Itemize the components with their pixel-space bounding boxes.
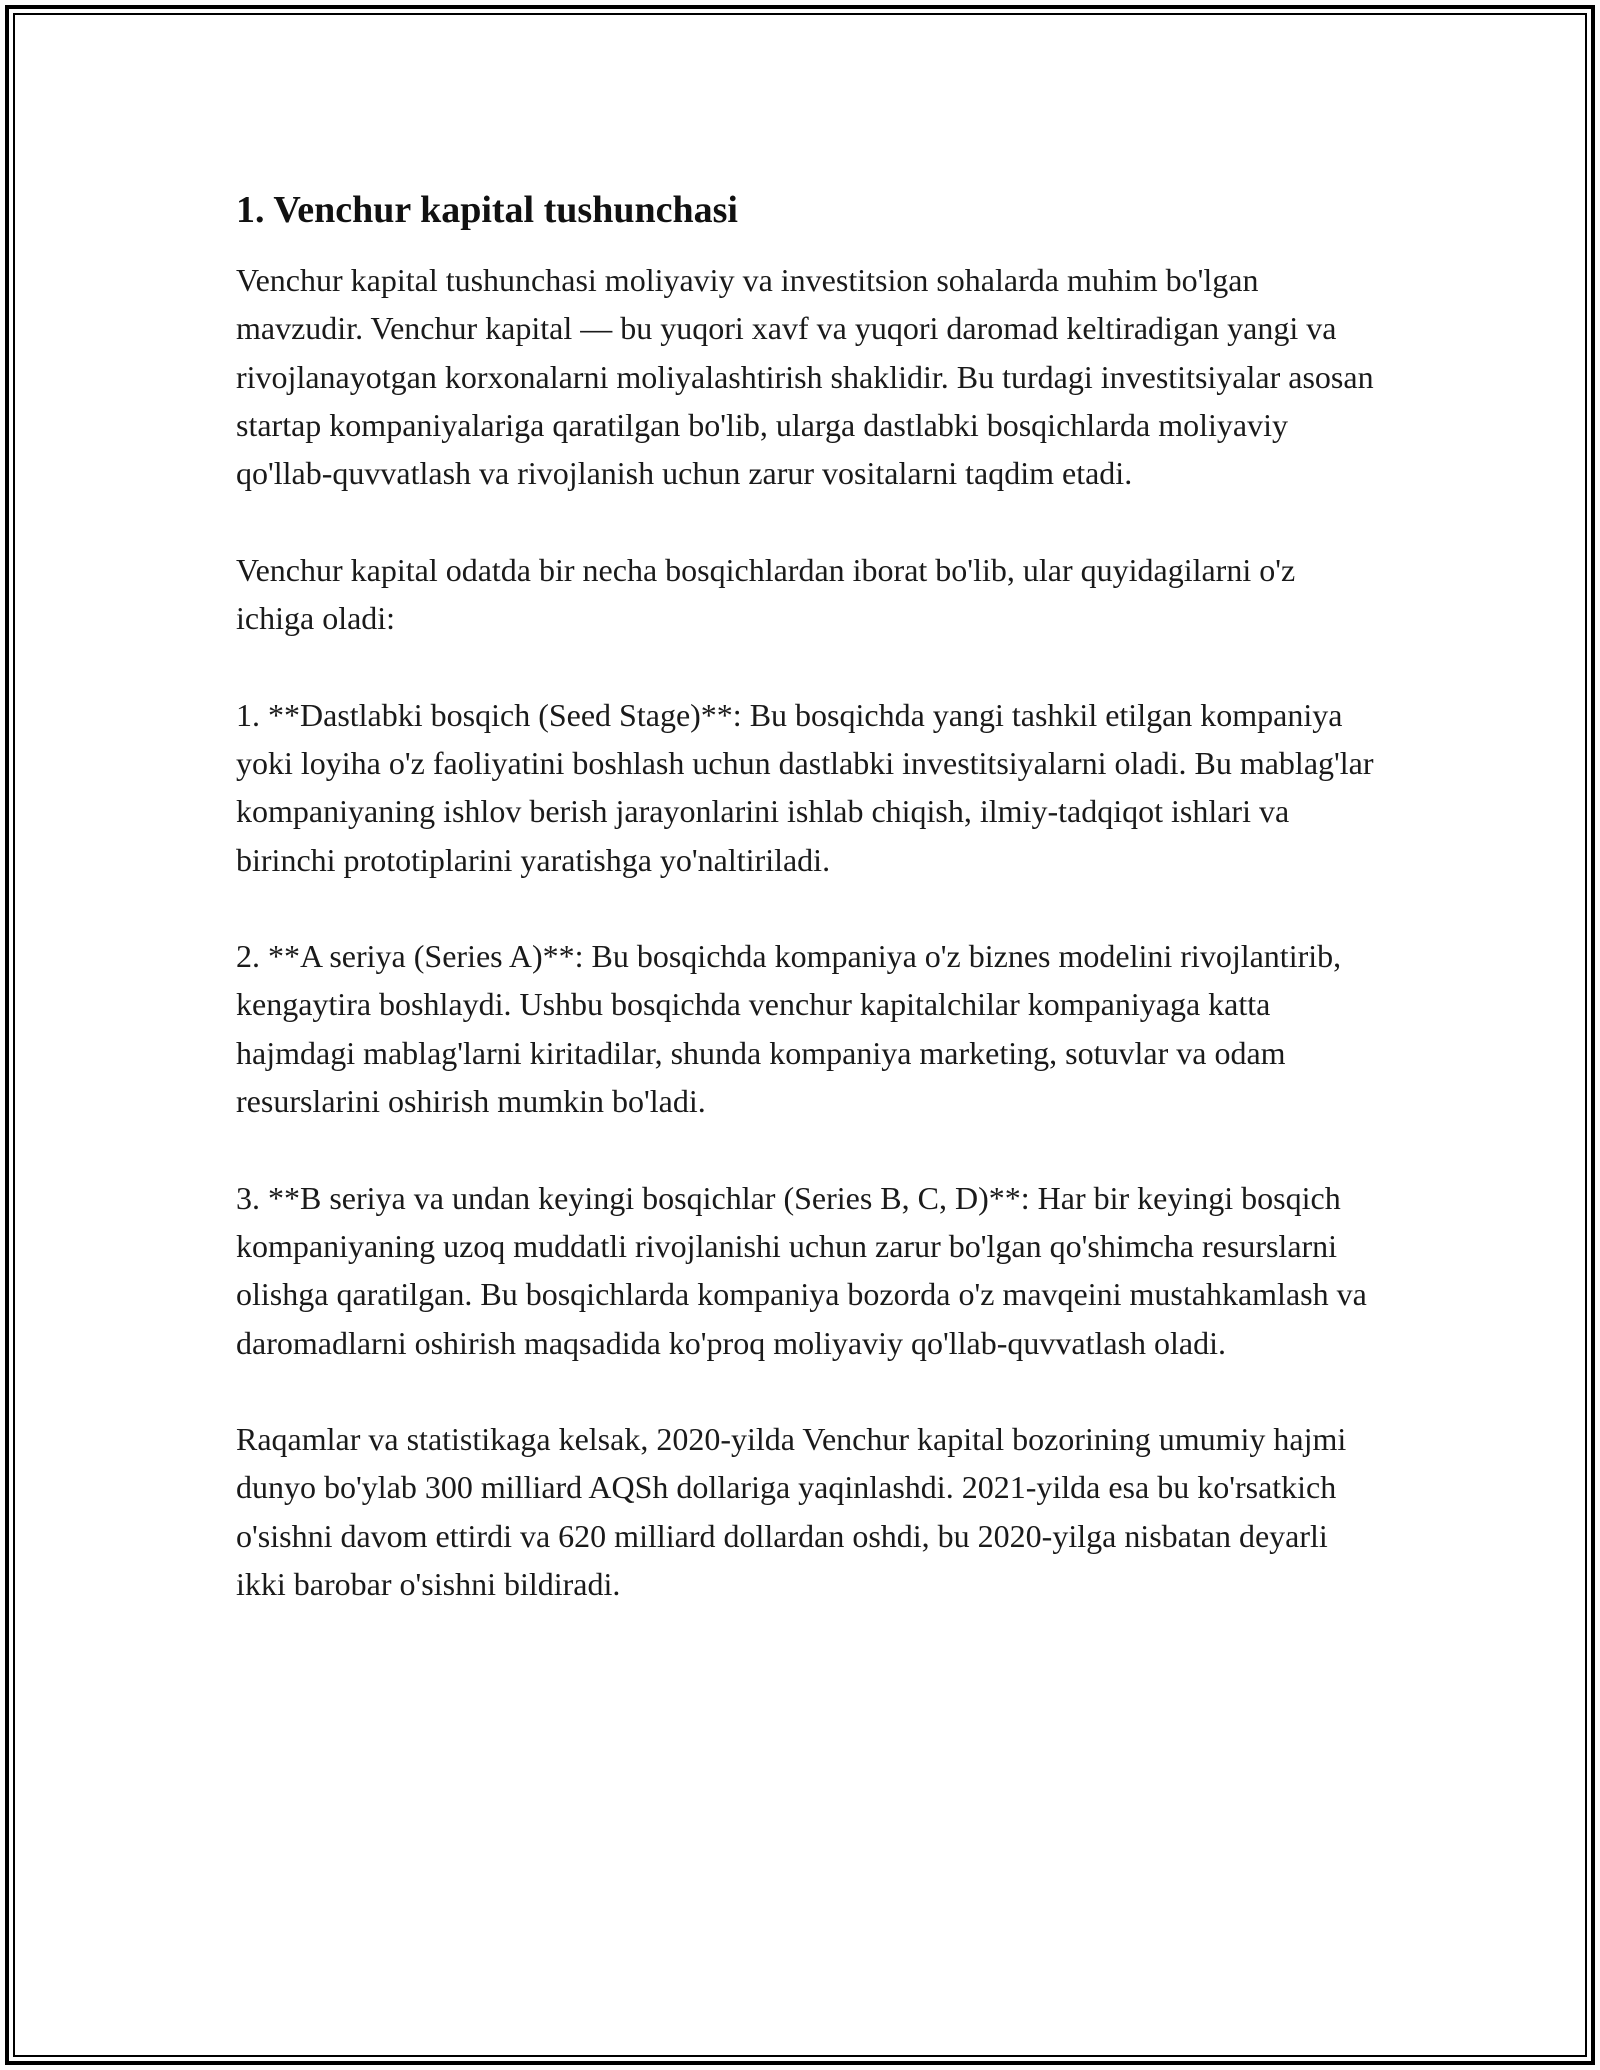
paragraph-definition: Venchur kapital tushunchasi moliyaviy va investitsion sohalarda muhim bo'lgan mavzudir. Venchur kapital — bu yuqori xavf va yuqori daromad keltiradigan yangi va rivojlanayotgan korxonalarni moliyalashtirish shaklidir. Bu turdagi investitsiyalar asosan startap kompaniyalariga qaratilgan bo'lib, ularga dastlabki bosqichlarda moliyaviy qo'llab-quvvatlash va rivojlanish uchun zarur vositalarni taqdim etadi.	[236, 262, 1374, 492]
paragraph-stages-intro: Venchur kapital odatda bir necha bosqichlardan iborat bo'lib, ular quyidagilarni o'z ichiga oladi:	[236, 551, 1296, 637]
paragraph-series-a: 2. **A seriya (Series A)**: Bu bosqichda kompaniya o'z biznes modelini rivojlantirib, kengaytira boshlaydi. Ushbu bosqichda venchur kapitalchilar kompaniyaga katta hajmdagi mablag'larni kiritadilar, shunda kompaniya marketing, sotuvlar va odam resurslarini oshirish mumkin bo'ladi.	[236, 938, 1342, 1120]
paragraph-series-b-c-d: 3. **B seriya va undan keyingi bosqichlar (Series B, C, D)**: Har bir keyingi bosqich kompaniyaning uzoq muddatli rivojlanishi uchun zarur bo'lgan qo'shimcha resurslarni olishga qaratilgan. Bu bosqichlarda kompaniya bozorda o'z mavqeini mustahkamlash va daromadlarni oshirish maqsadida ko'proq moliyaviy qo'llab-quvvatlash oladi.	[236, 1179, 1367, 1361]
paragraph-statistics: Raqamlar va statistikaga kelsak, 2020-yilda Venchur kapital bozorining umumiy hajmi dunyo bo'ylab 300 milliard AQSh dollariga yaqinlashdi. 2021-yilda esa bu ko'rsatkich o'sishni davom ettirdi va 620 milliard dollardan oshdi, bu 2020-yilga nisbatan deyarli ikki barobar o'sishni bildiradi.	[236, 1421, 1347, 1603]
document-body	[236, 186, 1376, 1657]
section-title: 1. Venchur kapital tushunchasi	[236, 189, 738, 231]
paragraph-seed-stage: 1. **Dastlabki bosqich (Seed Stage)**: Bu bosqichda yangi tashkil etilgan kompaniya yoki loyiha o'z faoliyatini boshlash uchun dastlabki investitsiyalarni oladi. Bu mablag'lar kompaniyaning ishlov berish jarayonlarini ishlab chiqish, ilmiy-tadqiqot ishlari va birinchi prototiplarini yaratishga yo'naltiriladi.	[236, 696, 1374, 878]
